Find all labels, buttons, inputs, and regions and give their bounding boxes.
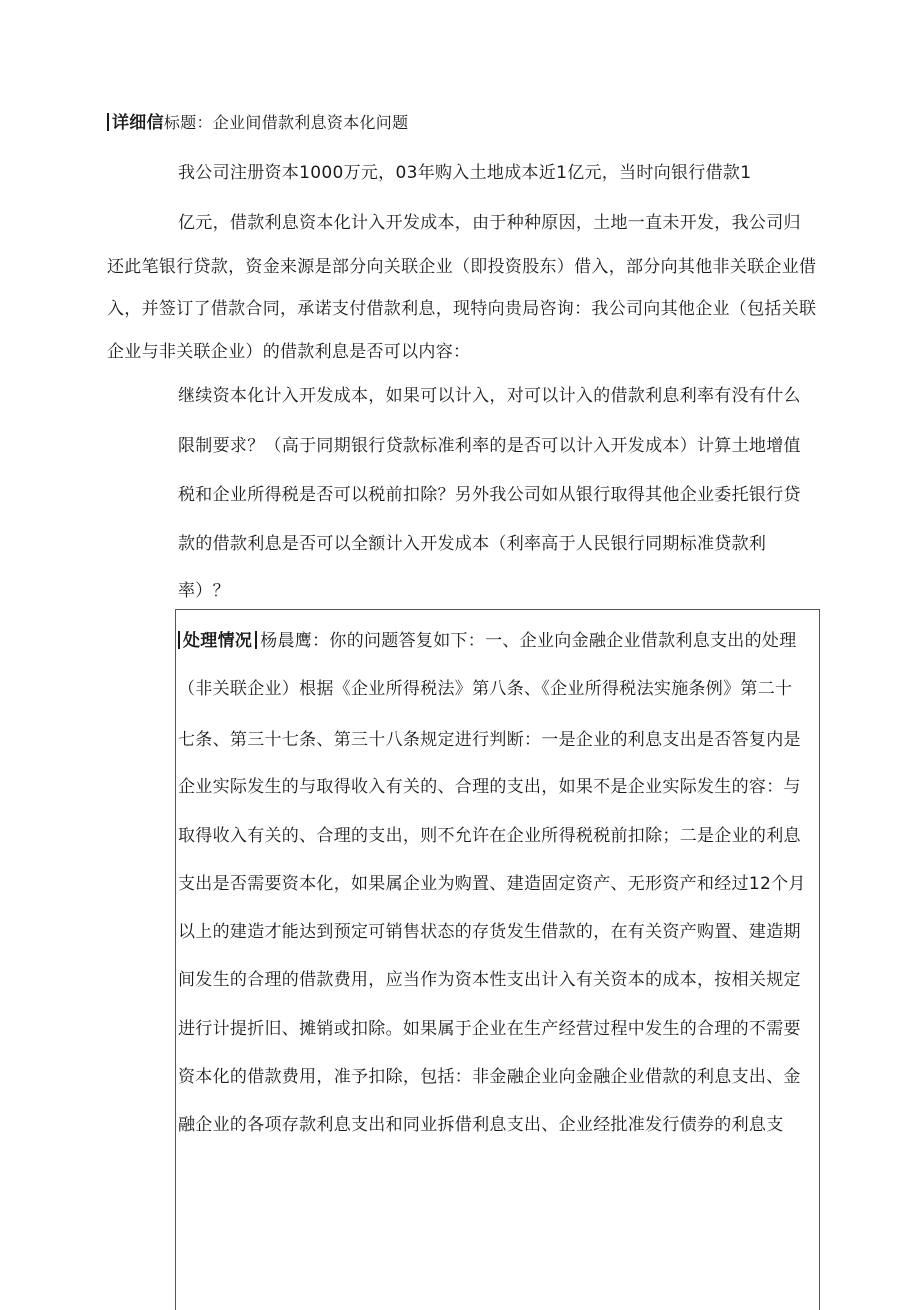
answer-line: 企业实际发生的与取得收入有关的、合理的支出，如果不是企业实际发生的容：与	[178, 777, 801, 797]
question-line: 率）？	[178, 581, 230, 601]
answer-line: 资本化的借款费用，准予扣除，包括：非金融企业向金融企业借款的利息支出、金	[178, 1067, 801, 1087]
page-title: 标题：企业间借款利息资本化问题	[163, 113, 409, 132]
question-line: 企业与非关联企业）的借款利息是否可以内容：	[107, 342, 471, 362]
question-line: 亿元，借款利息资本化计入开发成本，由于种种原因，土地一直未开发，我公司归	[178, 213, 801, 233]
header-label: 详细信	[112, 113, 164, 133]
question-line: 限制要求？（高于同期银行贷款标准利率的是否可以计入开发成本）计算土地增值	[178, 436, 801, 456]
answer-line: 支出是否需要资本化，如果属企业为购置、建造固定资产、无形资产和经过12个月	[178, 874, 806, 894]
answer-box	[175, 609, 820, 1310]
header-bar	[107, 113, 109, 131]
question-line: 款的借款利息是否可以全额计入开发成本（利率高于人民银行同期标准贷款利	[178, 534, 767, 554]
detail-header	[107, 112, 408, 134]
question-line: 还此笔银行贷款，资金来源是部分向关联企业（即投资股东）借入，部分向其他非关联企业借	[107, 257, 817, 277]
answer-line: 取得收入有关的、合理的支出，则不允许在企业所得税税前扣除；二是企业的利息	[178, 826, 801, 846]
answer-line: 以上的建造才能达到预定可销售状态的存货发生借款的，在有关资产购置、建造期	[178, 922, 801, 942]
question-line: 我公司注册资本1000万元，03年购入土地成本近1亿元，当时向银行借款1	[178, 163, 752, 183]
question-line: 入，并签订了借款合同，承诺支付借款利息，现特向贵局咨询：我公司向其他企业（包括关联	[107, 299, 817, 319]
answer-line: 融企业的各项存款利息支出和同业拆借利息支出、企业经批准发行债券的利息支	[178, 1115, 784, 1135]
answer-first-line	[178, 630, 797, 652]
answer-line: （非关联企业）根据《企业所得税法》第八条、《企业所得税法实施条例》第二十	[178, 679, 793, 699]
question-line: 继续资本化计入开发成本，如果可以计入，对可以计入的借款利息利率有没有什么	[178, 386, 801, 406]
answer-line: 七条、第三十七条、第三十八条规定进行判断：一是企业的利息支出是否答复内是	[178, 730, 801, 750]
answer-text: 杨晨鹰：你的问题答复如下：一、企业向金融企业借款利息支出的处理	[260, 631, 797, 651]
answer-line: 进行计提折旧、摊销或扣除。如果属于企业在生产经营过程中发生的合理的不需要	[178, 1019, 801, 1039]
answer-line: 间发生的合理的借款费用，应当作为资本性支出计入有关资本的成本，按相关规定	[178, 970, 801, 990]
answer-bar-right	[255, 631, 257, 649]
answer-label: 处理情况	[183, 631, 253, 651]
answer-bar-left	[178, 631, 180, 649]
question-line: 税和企业所得税是否可以税前扣除？另外我公司如从银行取得其他企业委托银行贷	[178, 485, 801, 505]
